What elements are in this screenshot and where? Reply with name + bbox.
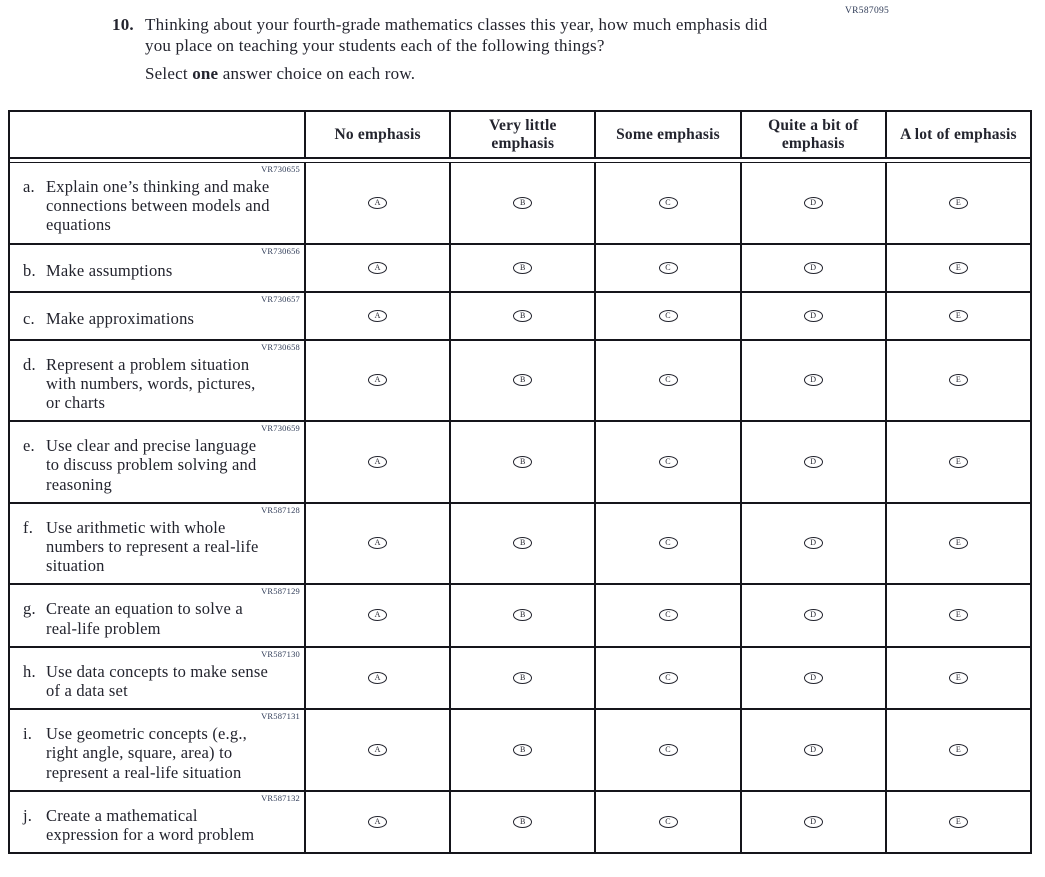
option-cell-h-C (594, 648, 739, 708)
row-label-cell (10, 792, 304, 852)
bubble-letter: C (665, 817, 671, 827)
bubble-c-D[interactable] (804, 310, 823, 322)
option-cell-b-E (885, 245, 1030, 291)
row-code: VR730655 (261, 164, 300, 174)
bubble-a-B[interactable] (513, 197, 532, 209)
bubble-h-E[interactable] (949, 672, 968, 684)
bubble-letter: E (955, 457, 961, 467)
bubble-j-A[interactable] (368, 816, 387, 828)
bubble-letter: C (665, 745, 671, 755)
bubble-letter: A (374, 375, 381, 385)
row-label-cell (10, 648, 304, 708)
option-cell-d-C (594, 341, 739, 421)
option-cell-a-E (885, 163, 1030, 243)
table-row-d (10, 341, 1030, 423)
bubble-i-B[interactable] (513, 744, 532, 756)
option-cell-g-D (740, 585, 885, 645)
option-cell-e-C (594, 422, 739, 502)
row-label-wrap (10, 721, 304, 789)
bubble-j-D[interactable] (804, 816, 823, 828)
bubble-letter: E (955, 197, 961, 207)
option-cell-g-E (885, 585, 1030, 645)
option-cell-j-D (740, 792, 885, 852)
option-cell-d-D (740, 341, 885, 421)
row-label-text: Use arithmetic with whole numbers to represent a real-life situation (46, 517, 259, 576)
option-cell-a-A (304, 163, 449, 243)
option-cell-i-E (885, 710, 1030, 790)
bubble-e-B[interactable] (513, 456, 532, 468)
bubble-g-B[interactable] (513, 609, 532, 621)
option-cell-i-A (304, 710, 449, 790)
option-cell-b-C (594, 245, 739, 291)
row-label-text: Use geometric concepts (e.g., right angle, square, area) to represent a real-life situation (46, 724, 247, 782)
option-cell-h-B (449, 648, 594, 708)
bubble-d-E[interactable] (949, 374, 968, 386)
bubble-letter: B (520, 375, 526, 385)
option-cell-f-B (449, 504, 594, 584)
option-cell-d-A (304, 341, 449, 421)
header-very-little-emphasis: Very little emphasis (449, 112, 594, 157)
table-row-j (10, 792, 1030, 852)
bubble-d-C[interactable] (659, 374, 678, 386)
row-label-wrap (10, 596, 304, 645)
row-letter-prefix: j. (23, 805, 33, 825)
option-cell-i-B (449, 710, 594, 790)
bubble-letter: B (520, 817, 526, 827)
bubble-i-D[interactable] (804, 744, 823, 756)
bubble-letter: C (665, 197, 671, 207)
option-cell-b-A (304, 245, 449, 291)
option-cell-e-D (740, 422, 885, 502)
row-code: VR587130 (261, 648, 300, 659)
table-row-g (10, 585, 1030, 647)
bubble-letter: A (374, 457, 381, 467)
bubble-a-A[interactable] (368, 197, 387, 209)
option-cell-c-E (885, 293, 1030, 339)
option-cell-c-D (740, 293, 885, 339)
bubble-letter: D (810, 673, 817, 683)
bubble-c-C[interactable] (659, 310, 678, 322)
row-label-text: Create an equation to solve a real-life problem (46, 599, 243, 638)
option-cell-j-C (594, 792, 739, 852)
bubble-c-A[interactable] (368, 310, 387, 322)
row-label-wrap (10, 174, 304, 242)
bubble-a-E[interactable] (949, 197, 968, 209)
bubble-f-D[interactable] (804, 537, 823, 549)
bubble-b-A[interactable] (368, 262, 387, 274)
option-cell-f-C (594, 504, 739, 584)
bubble-e-E[interactable] (949, 456, 968, 468)
bubble-d-D[interactable] (804, 374, 823, 386)
row-letter-prefix: i. (23, 724, 33, 744)
row-letter-prefix: d. (23, 354, 36, 374)
bubble-letter: B (520, 610, 526, 620)
bubble-letter: D (810, 310, 817, 320)
row-label-cell (10, 245, 304, 291)
row-label-cell (10, 341, 304, 421)
instruction-bold-word: one (192, 64, 219, 83)
bubble-g-E[interactable] (949, 609, 968, 621)
bubble-letter: D (810, 610, 817, 620)
option-cell-h-E (885, 648, 1030, 708)
option-cell-j-B (449, 792, 594, 852)
option-cell-e-B (449, 422, 594, 502)
row-label-text: Create a mathematical expression for a word problem (46, 805, 255, 844)
option-cell-d-B (449, 341, 594, 421)
row-code: VR730656 (261, 245, 300, 256)
instruction-post: answer choice on each row. (218, 64, 416, 83)
row-label-wrap (10, 433, 304, 501)
bubble-j-C[interactable] (659, 816, 678, 828)
bubble-h-A[interactable] (368, 672, 387, 684)
bubble-letter: B (520, 262, 526, 272)
bubble-letter: A (374, 538, 381, 548)
header-blank-cell (10, 112, 304, 157)
bubble-letter: C (665, 673, 671, 683)
bubble-letter: D (810, 538, 817, 548)
option-cell-h-D (740, 648, 885, 708)
bubble-letter: C (665, 610, 671, 620)
bubble-letter: B (520, 310, 526, 320)
question-block (112, 15, 793, 56)
row-letter-prefix: a. (23, 177, 35, 197)
bubble-letter: E (955, 310, 961, 320)
bubble-letter: C (665, 262, 671, 272)
question-text: Thinking about your fourth-grade mathematics classes this year, how much emphasis did you place on teaching your students each of the following things? (145, 15, 768, 55)
option-cell-j-E (885, 792, 1030, 852)
bubble-letter: A (374, 817, 381, 827)
row-letter-prefix: c. (23, 309, 35, 329)
bubble-letter: E (955, 375, 961, 385)
question-number: 10. (112, 15, 134, 34)
bubble-h-B[interactable] (513, 672, 532, 684)
row-label-wrap (10, 352, 304, 420)
option-cell-f-D (740, 504, 885, 584)
bubble-b-D[interactable] (804, 262, 823, 274)
bubble-d-A[interactable] (368, 374, 387, 386)
row-code: VR730659 (261, 423, 300, 434)
bubble-h-C[interactable] (659, 672, 678, 684)
table-header-row (10, 112, 1030, 159)
bubble-letter: B (520, 745, 526, 755)
row-label-cell (10, 163, 304, 243)
bubble-letter: B (520, 538, 526, 548)
bubble-c-B[interactable] (513, 310, 532, 322)
bubble-letter: A (374, 310, 381, 320)
bubble-letter: A (374, 610, 381, 620)
bubble-a-C[interactable] (659, 197, 678, 209)
bubble-i-A[interactable] (368, 744, 387, 756)
row-code: VR587131 (261, 711, 300, 722)
bubble-letter: E (955, 673, 961, 683)
table-row-a (10, 163, 1030, 245)
bubble-h-D[interactable] (804, 672, 823, 684)
option-cell-b-D (740, 245, 885, 291)
row-label-cell (10, 422, 304, 502)
bubble-f-A[interactable] (368, 537, 387, 549)
row-letter-prefix: g. (23, 599, 36, 619)
bubble-b-B[interactable] (513, 262, 532, 274)
option-cell-i-C (594, 710, 739, 790)
option-cell-c-A (304, 293, 449, 339)
table-row-i (10, 710, 1030, 792)
bubble-letter: E (955, 538, 961, 548)
row-label-wrap (10, 803, 304, 852)
option-cell-b-B (449, 245, 594, 291)
bubble-letter: E (955, 745, 961, 755)
option-cell-c-C (594, 293, 739, 339)
bubble-letter: E (955, 262, 961, 272)
bubble-j-B[interactable] (513, 816, 532, 828)
row-label-text: Make approximations (46, 309, 195, 329)
bubble-b-E[interactable] (949, 262, 968, 274)
bubble-f-B[interactable] (513, 537, 532, 549)
bubble-g-D[interactable] (804, 609, 823, 621)
row-label-wrap (10, 659, 304, 708)
bubble-j-E[interactable] (949, 816, 968, 828)
bubble-letter: C (665, 538, 671, 548)
option-cell-f-E (885, 504, 1030, 584)
bubble-letter: D (810, 817, 817, 827)
row-label-text: Use data concepts to make sense of a data set (46, 661, 268, 700)
option-cell-g-C (594, 585, 739, 645)
emphasis-matrix-table (8, 110, 1032, 854)
bubble-i-E[interactable] (949, 744, 968, 756)
option-cell-h-A (304, 648, 449, 708)
option-cell-a-B (449, 163, 594, 243)
instruction-line (145, 64, 415, 84)
table-body (10, 163, 1030, 852)
option-cell-g-B (449, 585, 594, 645)
option-cell-c-B (449, 293, 594, 339)
option-cell-e-E (885, 422, 1030, 502)
option-cell-e-A (304, 422, 449, 502)
table-row-b (10, 245, 1030, 293)
bubble-letter: D (810, 375, 817, 385)
bubble-letter: D (810, 262, 817, 272)
row-code: VR730658 (261, 341, 300, 352)
row-label-cell (10, 585, 304, 645)
bubble-letter: A (374, 673, 381, 683)
bubble-letter: C (665, 310, 671, 320)
page-form-code: VR587095 (845, 6, 890, 16)
row-label-text: Use clear and precise language to discuss problem solving and reasoning (46, 436, 257, 494)
header-some-emphasis: Some emphasis (594, 112, 739, 157)
bubble-e-D[interactable] (804, 456, 823, 468)
bubble-f-E[interactable] (949, 537, 968, 549)
table-row-f (10, 504, 1030, 586)
bubble-letter: D (810, 197, 817, 207)
header-no-emphasis: No emphasis (304, 112, 449, 157)
bubble-letter: A (374, 197, 381, 207)
table-row-c (10, 293, 1030, 341)
header-quite-a-bit-emphasis: Quite a bit of emphasis (740, 112, 885, 157)
bubble-letter: A (374, 262, 381, 272)
row-letter-prefix: e. (23, 436, 35, 456)
bubble-f-C[interactable] (659, 537, 678, 549)
bubble-g-C[interactable] (659, 609, 678, 621)
row-label-cell (10, 293, 304, 339)
option-cell-a-C (594, 163, 739, 243)
row-letter-prefix: h. (23, 661, 36, 681)
option-cell-d-E (885, 341, 1030, 421)
bubble-letter: B (520, 457, 526, 467)
bubble-g-A[interactable] (368, 609, 387, 621)
row-letter-prefix: b. (23, 261, 36, 281)
bubble-i-C[interactable] (659, 744, 678, 756)
row-label-text: Explain one’s thinking and make connections between models and equations (46, 177, 270, 235)
bubble-c-E[interactable] (949, 310, 968, 322)
row-label-wrap (10, 258, 304, 288)
option-cell-i-D (740, 710, 885, 790)
row-label-wrap (10, 306, 304, 336)
option-cell-a-D (740, 163, 885, 243)
table-row-h (10, 648, 1030, 710)
bubble-letter: D (810, 457, 817, 467)
bubble-d-B[interactable] (513, 374, 532, 386)
bubble-e-A[interactable] (368, 456, 387, 468)
row-label-cell (10, 504, 304, 584)
row-label-text: Make assumptions (46, 261, 173, 281)
bubble-b-C[interactable] (659, 262, 678, 274)
bubble-letter: E (955, 610, 961, 620)
row-code: VR730657 (261, 293, 300, 304)
header-a-lot-emphasis: A lot of emphasis (885, 112, 1030, 157)
bubble-letter: A (374, 745, 381, 755)
bubble-letter: D (810, 745, 817, 755)
row-label-wrap (10, 515, 304, 583)
option-cell-g-A (304, 585, 449, 645)
row-code: VR587132 (261, 792, 300, 803)
instruction-pre: Select (145, 64, 193, 83)
row-code: VR587128 (261, 504, 300, 515)
bubble-letter: E (955, 817, 961, 827)
bubble-a-D[interactable] (804, 197, 823, 209)
row-code: VR587129 (261, 586, 300, 597)
option-cell-f-A (304, 504, 449, 584)
row-letter-prefix: f. (23, 517, 34, 537)
option-cell-j-A (304, 792, 449, 852)
bubble-letter: B (520, 197, 526, 207)
bubble-letter: C (665, 375, 671, 385)
row-label-cell (10, 710, 304, 790)
table-row-e (10, 422, 1030, 504)
bubble-letter: B (520, 673, 526, 683)
row-label-text: Represent a problem situation with numbers, words, pictures, or charts (46, 354, 256, 412)
bubble-e-C[interactable] (659, 456, 678, 468)
bubble-letter: C (665, 457, 671, 467)
